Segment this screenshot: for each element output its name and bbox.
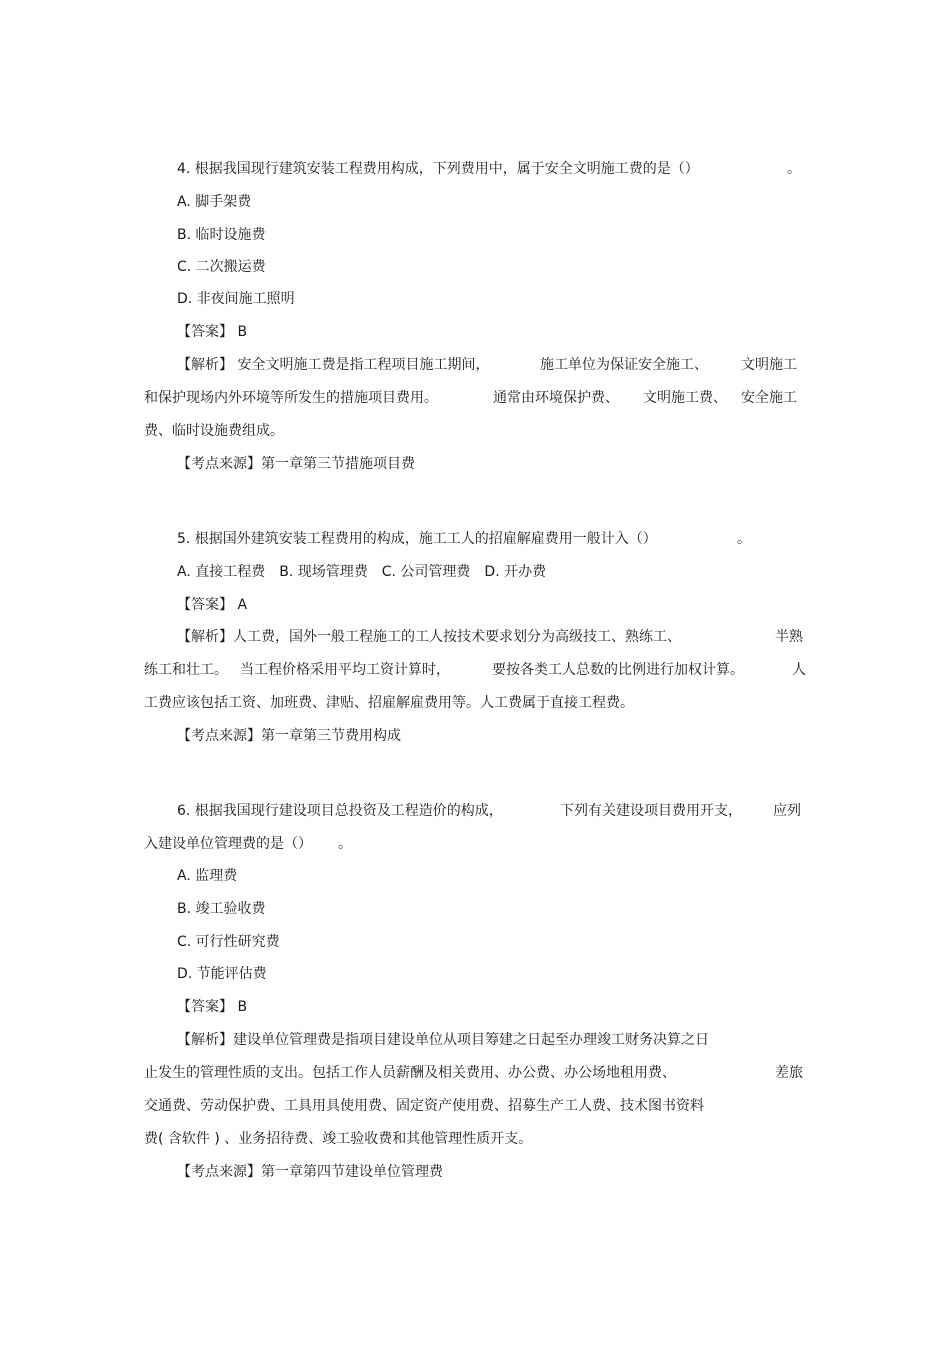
option-a: A. 脚手架费 (177, 194, 252, 210)
analysis-text: 交通费、劳动保护费、工具用具使用费、固定资产使用费、招募生产工人费、技术图书资料 (144, 1098, 704, 1114)
analysis-text: 【解析】人工费，国外一般工程施工的工人按技术要求划分为高级技工、熟练工、 (177, 629, 681, 645)
question-stem: 应列 (773, 803, 801, 819)
option-a: A. 监理费 (177, 868, 238, 884)
option-d: D. 非夜间施工照明 (177, 291, 295, 307)
analysis-text: 文明施工费、 (643, 390, 727, 406)
question-stem: 下列有关建设项目费用开支， (560, 803, 742, 819)
analysis-text: 要按各类工人总数的比例进行加权计算。 (492, 662, 744, 678)
option-b: B. 临时设施费 (177, 227, 266, 243)
analysis-text: 文明施工 (741, 357, 797, 373)
analysis-text: 施工单位为保证安全施工、 (540, 357, 708, 373)
analysis-text: 费、临时设施费组成。 (144, 423, 284, 439)
source: 【考点来源】第一章第三节措施项目费 (177, 456, 415, 472)
analysis-text: 通常由环境保护费、 (493, 390, 619, 406)
analysis-text: 差旅 (775, 1065, 803, 1081)
analysis-text: 练工和壮工。 (144, 662, 228, 678)
question-stem-end: 。 (737, 531, 751, 547)
analysis-text: 工费应该包括工资、加班费、津贴、招雇解雇费用等。人工费属于直接工程费。 (144, 695, 634, 711)
analysis-text: 半熟 (775, 629, 803, 645)
answer: 【答案】 A (177, 597, 248, 613)
question-stem-end: 。 (787, 161, 801, 177)
analysis-text: 【解析】 安全文明施工费是指工程项目施工期间， (177, 357, 490, 373)
source: 【考点来源】第一章第三节费用构成 (177, 728, 401, 744)
answer: 【答案】 B (177, 324, 248, 340)
question-stem: 5. 根据国外建筑安装工程费用的构成，施工工人的招雇解雇费用一般计入（） (177, 531, 657, 547)
analysis-text: 安全施工 (741, 390, 797, 406)
answer: 【答案】 B (177, 999, 248, 1015)
analysis-text: 当工程价格采用平均工资计算时， (240, 662, 450, 678)
option-d: D. 节能评估费 (177, 966, 267, 982)
question-stem: 4. 根据我国现行建筑安装工程费用构成，下列费用中，属于安全文明施工费的是（） (177, 161, 699, 177)
analysis-text: 费( 含软件 ) 、业务招待费、竣工验收费和其他管理性质开支。 (144, 1131, 533, 1147)
analysis-text: 【解析】建设单位管理费是指项目建设单位从项目筹建之日起至办理竣工财务决算之日 (177, 1032, 709, 1048)
option-c: C. 二次搬运费 (177, 259, 266, 275)
analysis-text: 止发生的管理性质的支出。包括工作人员薪酬及相关费用、办公费、办公场地租用费、 (144, 1065, 676, 1081)
option-b: B. 竣工验收费 (177, 901, 266, 917)
analysis-text: 和保护现场内外环境等所发生的措施项目费用。 (144, 390, 438, 406)
question-stem-end: 。 (338, 836, 352, 852)
question-stem: 入建设单位管理费的是（） (144, 836, 312, 852)
option-c: C. 可行性研究费 (177, 934, 280, 950)
options-row: A. 直接工程费 B. 现场管理费 C. 公司管理费 D. 开办费 (177, 564, 547, 580)
question-stem: 6. 根据我国现行建设项目总投资及工程造价的构成， (177, 803, 503, 819)
analysis-text: 人 (792, 662, 806, 678)
source: 【考点来源】第一章第四节建设单位管理费 (177, 1164, 443, 1180)
